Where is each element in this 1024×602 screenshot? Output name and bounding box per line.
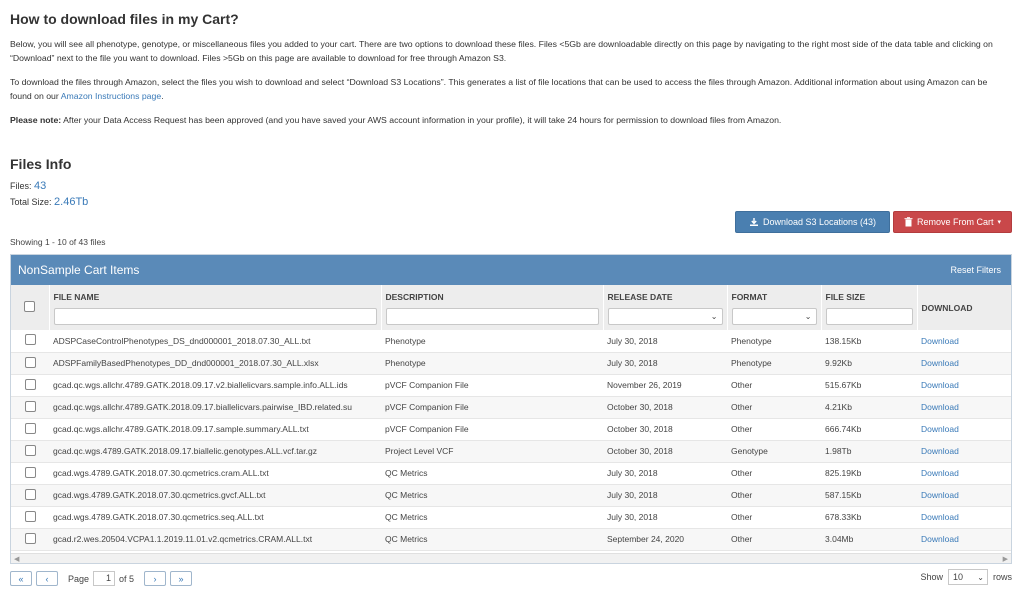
table-row — [11, 440, 1011, 462]
format-filter[interactable] — [732, 308, 817, 325]
rows-per-page — [920, 569, 1012, 585]
table-row — [11, 330, 1011, 352]
download-link[interactable]: Download — [921, 534, 959, 544]
total-size-label: Total Size: — [10, 197, 55, 207]
file-name-cell: gcad.wgs.4789.GATK.2018.07.30.qcmetrics.cram.ALL.txt — [49, 462, 381, 484]
row-checkbox[interactable] — [25, 511, 36, 522]
rows-select-value: 10 — [952, 572, 963, 582]
chevron-down-icon: ⌄ — [710, 312, 718, 321]
note-label: Please note: — [10, 115, 62, 125]
release-date-cell: July 30, 2018 — [603, 330, 727, 352]
col-file-name-label: FILE NAME — [53, 292, 100, 302]
description-cell: Phenotype — [381, 352, 603, 374]
file-size-cell: 9.92Kb — [821, 352, 917, 374]
format-cell: Other — [727, 484, 821, 506]
files-count-line — [10, 180, 46, 192]
row-checkbox-cell — [11, 440, 49, 462]
row-checkbox[interactable] — [25, 357, 36, 368]
format-cell: Genotype — [727, 440, 821, 462]
download-cell — [917, 440, 1011, 462]
file-name-cell: gcad.wgs.4789.GATK.2018.07.30.qcmetrics.gvcf.ALL.txt — [49, 484, 381, 506]
row-checkbox[interactable] — [25, 533, 36, 544]
file-size-filter[interactable] — [826, 308, 913, 325]
amazon-paragraph — [10, 76, 1010, 103]
row-checkbox-cell — [11, 462, 49, 484]
file-name-cell: ADSPCaseControlPhenotypes_DS_dnd000001_2018.07.30_ALL.txt — [49, 330, 381, 352]
download-cell — [917, 418, 1011, 440]
table-row — [11, 506, 1011, 528]
note-text: After your Data Access Request has been approved (and you have saved your AWS account information in your profile), it will take 24 hours for permission to download files from Amazon. — [61, 115, 782, 125]
file-size-cell: 666.74Kb — [821, 418, 917, 440]
row-checkbox-cell — [11, 396, 49, 418]
col-description-label: DESCRIPTION — [385, 292, 444, 302]
files-count-label: Files: — [10, 181, 35, 191]
total-size-line — [10, 196, 88, 208]
format-cell: Other — [727, 374, 821, 396]
row-checkbox[interactable] — [25, 334, 36, 345]
description-cell: Phenotype — [381, 330, 603, 352]
col-download-label: DOWNLOAD — [921, 302, 973, 313]
chevron-down-icon: ▾ — [997, 219, 1002, 226]
row-checkbox-cell — [11, 506, 49, 528]
select-all-cell — [11, 285, 49, 330]
prev-page-button[interactable]: ‹ — [36, 571, 58, 586]
page-total-label: of 5 — [119, 573, 135, 584]
file-name-cell: gcad.wgs.4789.GATK.2018.07.30.qcmetrics.seq.ALL.txt — [49, 506, 381, 528]
description-cell: QC Metrics — [381, 484, 603, 506]
panel-header — [11, 255, 1011, 285]
col-file-size-label: FILE SIZE — [825, 292, 866, 302]
next-page-button[interactable]: › — [144, 571, 166, 586]
release-date-cell: July 30, 2018 — [603, 462, 727, 484]
row-checkbox[interactable] — [25, 379, 36, 390]
download-cell — [917, 506, 1011, 528]
description-cell: QC Metrics — [381, 506, 603, 528]
rows-select[interactable] — [948, 569, 988, 585]
description-cell: pVCF Companion File — [381, 396, 603, 418]
row-checkbox[interactable] — [25, 401, 36, 412]
file-size-cell: 1.98Tb — [821, 440, 917, 462]
download-cell — [917, 330, 1011, 352]
table-row — [11, 462, 1011, 484]
first-page-button[interactable]: « — [10, 571, 32, 586]
cart-items-panel — [10, 254, 1012, 564]
col-download — [917, 285, 1011, 330]
file-name-cell: gcad.qc.wgs.allchr.4789.GATK.2018.09.17.v2.biallelicvars.sample.info.ALL.ids — [49, 374, 381, 396]
download-icon — [749, 217, 759, 227]
download-cell — [917, 396, 1011, 418]
file-name-cell: gcad.qc.wgs.allchr.4789.GATK.2018.09.17.biallelicvars.pairwise_IBD.related.su — [49, 396, 381, 418]
description-cell: pVCF Companion File — [381, 374, 603, 396]
table-row — [11, 418, 1011, 440]
col-file-name[interactable] — [49, 285, 381, 330]
row-checkbox-cell — [11, 528, 49, 550]
chevron-down-icon: ⌄ — [977, 573, 984, 582]
file-name-cell: gcad.qc.wgs.allchr.4789.GATK.2018.09.17.sample.summary.ALL.txt — [49, 418, 381, 440]
show-label: Show — [920, 572, 943, 582]
pagination — [10, 571, 192, 586]
note-paragraph — [10, 114, 1010, 128]
table-row — [11, 374, 1011, 396]
format-cell: Other — [727, 418, 821, 440]
file-size-cell: 678.33Kb — [821, 506, 917, 528]
download-link[interactable]: Download — [921, 402, 959, 412]
table-row — [11, 528, 1011, 550]
reset-filters-link[interactable]: Reset Filters — [950, 265, 1001, 275]
download-link[interactable]: Download — [921, 490, 959, 500]
row-checkbox[interactable] — [25, 467, 36, 478]
files-count-link[interactable]: 43 — [34, 180, 47, 192]
file-size-cell: 3.04Mb — [821, 528, 917, 550]
last-page-button[interactable]: » — [170, 571, 192, 586]
panel-title: NonSample Cart Items — [18, 263, 140, 277]
files-table — [11, 285, 1012, 551]
col-description[interactable] — [381, 285, 603, 330]
trash-icon — [904, 217, 913, 227]
file-name-cell: ADSPFamilyBasedPhenotypes_DD_dnd000001_2018.07.30_ALL.xlsx — [49, 352, 381, 374]
remove-label: Remove From Cart — [916, 217, 994, 227]
row-checkbox[interactable] — [25, 423, 36, 434]
description-filter[interactable] — [386, 308, 599, 325]
download-cell — [917, 462, 1011, 484]
release-date-cell: November 26, 2019 — [603, 374, 727, 396]
col-file-size[interactable] — [821, 285, 917, 330]
release-date-cell: October 30, 2018 — [603, 396, 727, 418]
rows-label: rows — [992, 572, 1012, 582]
col-format-label: FORMAT — [731, 292, 768, 302]
release-date-cell: October 30, 2018 — [603, 418, 727, 440]
amazon-paragraph-text: To download the files through Amazon, select the files you wish to download and select “Download S3 Locations”. This generates a list of file locations that can be used to access the files through Amazon. Additional information about using Amazon can be found on our — [10, 77, 988, 101]
file-size-cell: 138.15Kb — [821, 330, 917, 352]
release-date-cell: July 30, 2018 — [603, 352, 727, 374]
download-link[interactable]: Download — [921, 358, 959, 368]
col-format[interactable] — [727, 285, 821, 330]
download-link[interactable]: Download — [921, 512, 959, 522]
intro-paragraph: Below, you will see all phenotype, genotype, or miscellaneous files you added to your cart. There are two options to download these files. Files <5Gb are downloadable directly on this page by navigating to the right most side of the data table and clicking on “Download” next to the file you want to download. Files >5Gb on this page are available to download for free through Amazon S3. — [10, 39, 993, 63]
remove-from-cart-button[interactable] — [893, 211, 1012, 233]
page-title: How to download files in my Cart? — [10, 11, 239, 27]
format-cell: Other — [727, 528, 821, 550]
download-cell — [917, 528, 1011, 550]
file-size-cell: 4.21Kb — [821, 396, 917, 418]
format-cell: Phenotype — [727, 330, 821, 352]
release-date-filter[interactable] — [608, 308, 723, 325]
download-s3-label: Download S3 Locations (43) — [762, 217, 877, 227]
download-link[interactable]: Download — [921, 335, 959, 346]
release-date-cell: July 30, 2018 — [603, 484, 727, 506]
download-link[interactable]: Download — [921, 468, 959, 478]
format-cell: Other — [727, 506, 821, 528]
horizontal-scrollbar[interactable] — [11, 553, 1011, 563]
release-date-cell: July 30, 2018 — [603, 506, 727, 528]
release-date-cell: October 30, 2018 — [603, 440, 727, 462]
format-cell: Phenotype — [727, 352, 821, 374]
file-size-cell: 587.15Kb — [821, 484, 917, 506]
scroll-left-icon[interactable]: ◀ — [14, 556, 20, 563]
description-cell: QC Metrics — [381, 528, 603, 550]
row-checkbox-cell — [11, 352, 49, 374]
download-link[interactable]: Download — [921, 446, 959, 456]
page-label: Page — [68, 573, 90, 584]
description-cell: Project Level VCF — [381, 440, 603, 462]
row-checkbox-cell — [11, 418, 49, 440]
chevron-down-icon: ⌄ — [804, 312, 812, 321]
page-input[interactable]: 1 — [93, 571, 115, 586]
description-cell: QC Metrics — [381, 462, 603, 484]
files-info-title: Files Info — [10, 156, 72, 172]
release-date-cell: September 24, 2020 — [603, 528, 727, 550]
row-checkbox-cell — [11, 330, 49, 352]
file-size-cell: 515.67Kb — [821, 374, 917, 396]
total-size-link[interactable]: 2.46Tb — [54, 196, 89, 208]
table-row — [11, 484, 1011, 506]
download-cell — [917, 484, 1011, 506]
format-cell: Other — [727, 396, 821, 418]
amazon-paragraph-end: . — [161, 90, 164, 101]
description-cell: pVCF Companion File — [381, 418, 603, 440]
amazon-instructions-link[interactable]: Amazon Instructions page — [60, 90, 162, 101]
file-size-cell: 825.19Kb — [821, 462, 917, 484]
table-row — [11, 396, 1011, 418]
col-release-date-label: RELEASE DATE — [607, 292, 673, 302]
download-link[interactable]: Download — [921, 424, 959, 434]
file-name-filter[interactable] — [54, 308, 377, 325]
table-row — [11, 352, 1011, 374]
col-release-date[interactable] — [603, 285, 727, 330]
select-all-checkbox[interactable] — [24, 301, 35, 312]
file-name-cell: gcad.qc.wgs.4789.GATK.2018.09.17.biallelic.genotypes.ALL.vcf.tar.gz — [49, 440, 381, 462]
row-checkbox-cell — [11, 484, 49, 506]
row-checkbox[interactable] — [25, 445, 36, 456]
download-link[interactable]: Download — [921, 380, 959, 390]
download-cell — [917, 374, 1011, 396]
scroll-right-icon[interactable]: ▶ — [1002, 556, 1008, 563]
format-cell: Other — [727, 462, 821, 484]
row-checkbox-cell — [11, 374, 49, 396]
row-checkbox[interactable] — [25, 489, 36, 500]
download-s3-button[interactable] — [735, 211, 890, 233]
download-cell — [917, 352, 1011, 374]
file-name-cell: gcad.r2.wes.20504.VCPA1.1.2019.11.01.v2.qcmetrics.CRAM.ALL.txt — [49, 528, 381, 550]
showing-count: Showing 1 - 10 of 43 files — [10, 237, 106, 247]
